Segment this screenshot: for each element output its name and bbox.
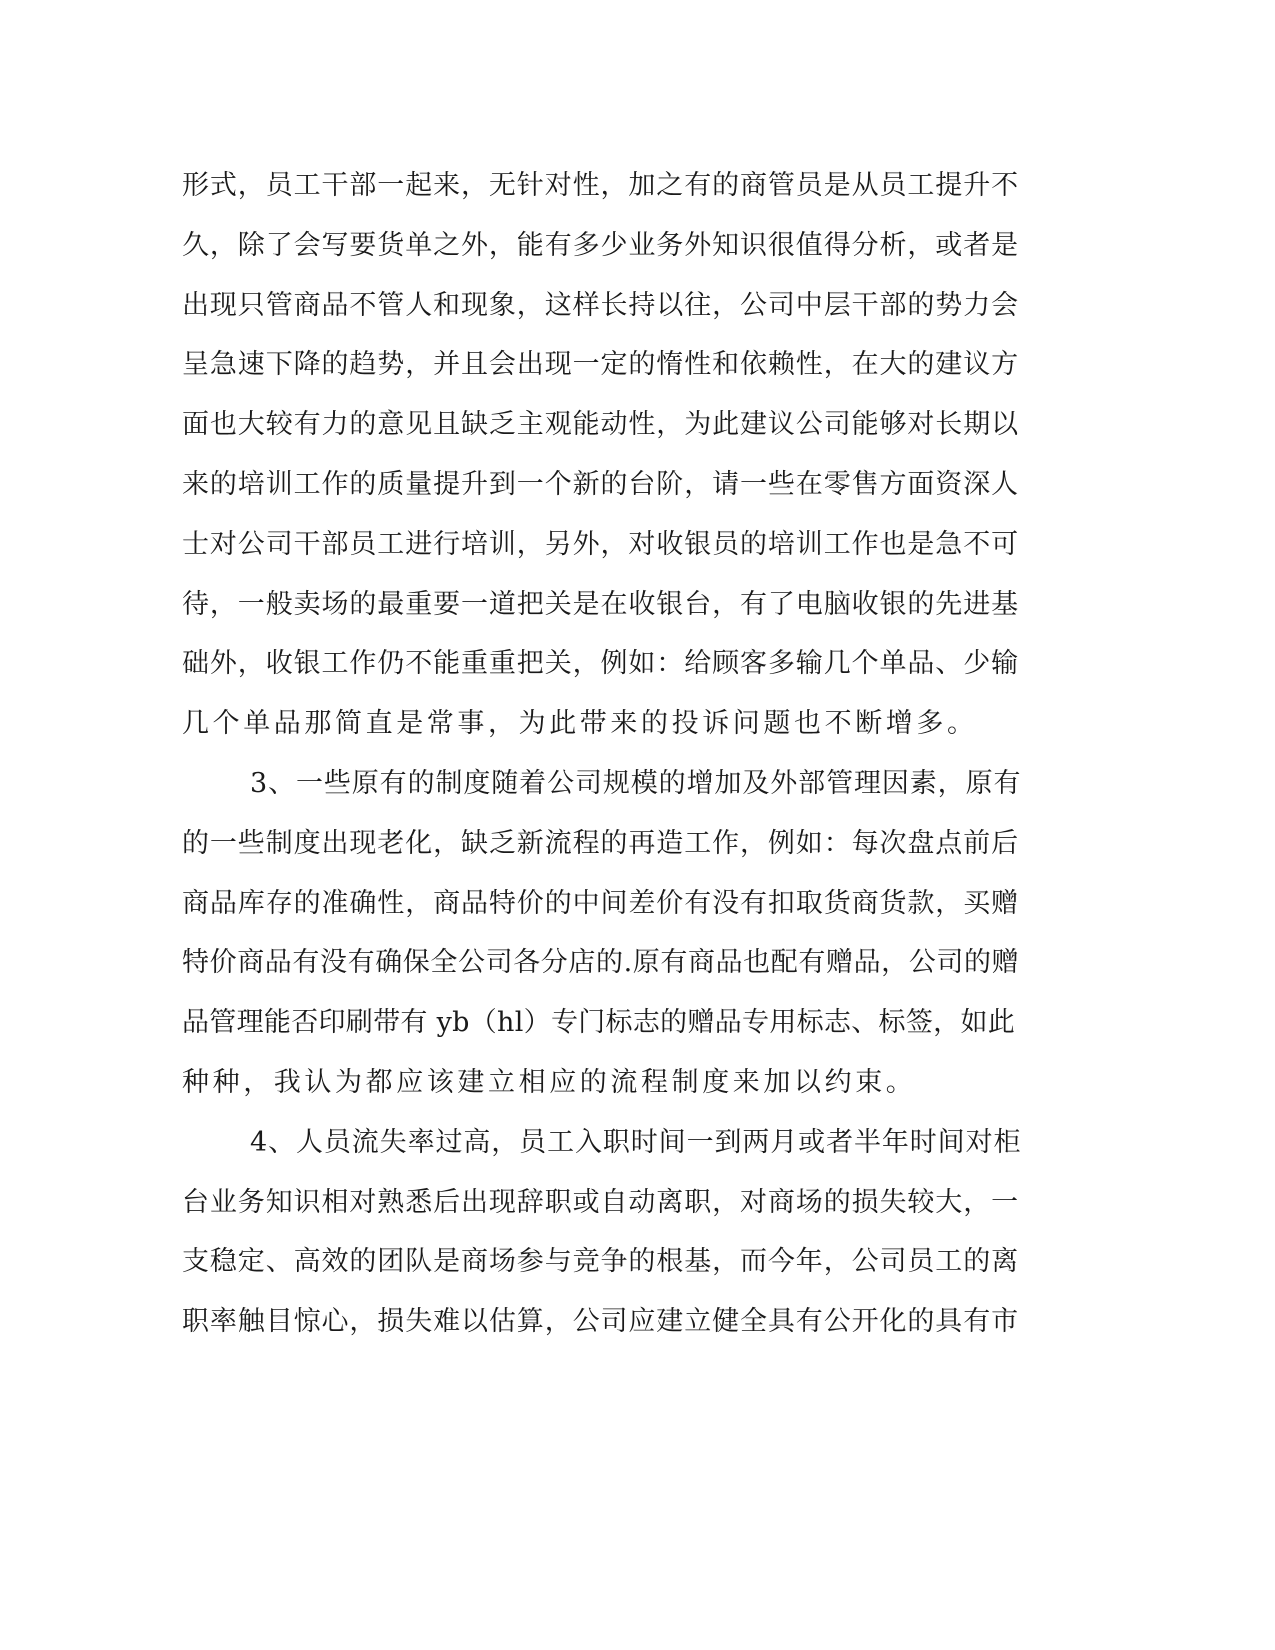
- text-line: 种种，我认为都应该建立相应的流程制度来加以约束。: [182, 1066, 917, 1098]
- text-line-first: 4、人员流失率过高，员工入职时间一到两月或者半年时间对柜: [250, 1126, 1022, 1158]
- paragraph-training: [182, 156, 1024, 754]
- text-line: 呈急速下降的趋势，并且会出现一定的惰性和依赖性，在大的建议方: [182, 349, 1019, 381]
- text-line: 士对公司干部员工进行培训，另外，对收银员的培训工作也是急不可: [182, 528, 1019, 560]
- body-text: [182, 156, 1024, 1352]
- text-line-first: 3、一些原有的制度随着公司规模的增加及外部管理因素，原有: [250, 767, 1022, 799]
- text-line: 待，一般卖场的最重要一道把关是在收银台，有了电脑收银的先进基: [182, 588, 1019, 620]
- paragraph-3-systems: [182, 754, 1024, 1113]
- text-line: 的一些制度出现老化，缺乏新流程的再造工作，例如：每次盘点前后: [182, 827, 1019, 859]
- paragraph-4-turnover: [182, 1113, 1024, 1352]
- text-line: 形式，员工干部一起来，无针对性，加之有的商管员是从员工提升不: [182, 170, 1019, 201]
- text-line: 出现只管商品不管人和现象，这样长持以往，公司中层干部的势力会: [182, 289, 1019, 321]
- text-line: 职率触目惊心，损失难以估算，公司应建立健全具有公开化的具有市: [182, 1306, 1019, 1338]
- text-line: 础外，收银工作仍不能重重把关，例如：给顾客多输几个单品、少输: [182, 648, 1019, 680]
- text-line: 久，除了会写要货单之外，能有多少业务外知识很值得分析，或者是: [182, 229, 1019, 261]
- text-line: 特价商品有没有确保全公司各分店的.原有商品也配有赠品，公司的赠: [182, 947, 1020, 979]
- text-line: 品管理能否印刷带有 yb（hl）专门标志的赠品专用标志、标签，如此: [182, 1007, 1016, 1039]
- text-line: 台业务知识相对熟悉后出现辞职或自动离职，对商场的损失较大，一: [182, 1186, 1019, 1218]
- text-line: 面也大较有力的意见且缺乏主观能动性，为此建议公司能够对长期以: [182, 409, 1019, 441]
- text-line: 商品库存的准确性，商品特价的中间差价有没有扣取货商货款，买赠: [182, 887, 1019, 919]
- text-line: 支稳定、高效的团队是商场参与竞争的根基，而今年，公司员工的离: [182, 1246, 1019, 1278]
- text-line: 几个单品那简直是常事，为此带来的投诉问题也不断增多。: [182, 708, 978, 740]
- text-line: 来的培训工作的质量提升到一个新的台阶，请一些在零售方面资深人: [182, 468, 1019, 500]
